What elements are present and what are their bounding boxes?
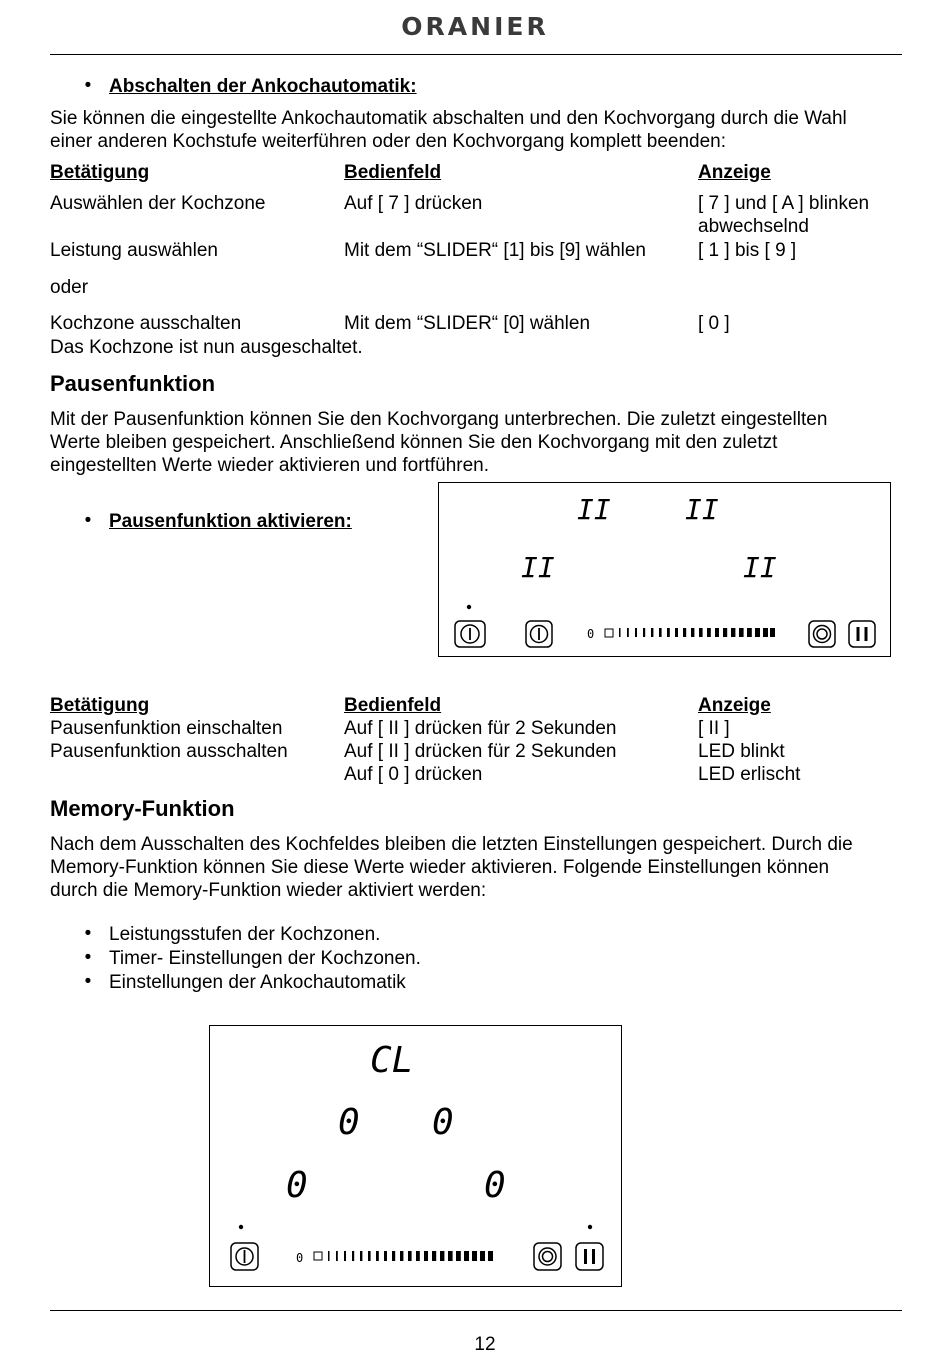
paragraph-line: Mit der Pausenfunktion können Sie den Kochvorgang unterbrechen. Die zuletzt eingestellten (50, 409, 828, 430)
bullet-icon: • (84, 510, 92, 531)
cooktop-control-panel-memory (209, 1025, 622, 1287)
brand-logo: ORANIER (401, 12, 549, 41)
pause-icon[interactable] (576, 1243, 603, 1270)
table-cell: Auf [ 7 ] drücken (344, 193, 483, 214)
table-header: Betätigung (50, 162, 150, 183)
display-mid-right: II (743, 551, 777, 584)
list-item: Timer- Einstellungen der Kochzonen. (109, 948, 421, 969)
led-indicator (467, 605, 471, 609)
power-icon[interactable] (231, 1243, 258, 1270)
table-cell: [ 0 ] (698, 313, 730, 334)
display-top: CL (370, 1040, 414, 1081)
table-cell: Auf [ II ] drücken für 2 Sekunden (344, 741, 617, 762)
paragraph-line: Das Kochzone ist nun ausgeschaltet. (50, 337, 363, 358)
display-mid-left: 0 (338, 1102, 360, 1143)
heading-memory: Memory-Funktion (50, 796, 235, 821)
table-header: Bedienfeld (344, 162, 442, 183)
zone-select-icon[interactable] (526, 621, 552, 647)
led-indicator (239, 1225, 243, 1229)
table-cell: LED erlischt (698, 764, 801, 785)
paragraph-line: einer anderen Kochstufe weiterführen oder den Kochvorgang komplett beenden: (50, 131, 727, 152)
table-header: Betätigung (50, 695, 150, 716)
slider-zero-label: 0 (296, 1251, 304, 1265)
list-item: Einstellungen der Ankochautomatik (109, 972, 406, 993)
panel-graphic (439, 483, 890, 656)
paragraph-line: eingestellten Werte wieder aktivieren und fortführen. (50, 455, 490, 476)
power-slider[interactable] (587, 627, 775, 641)
table-header: Bedienfeld (344, 695, 442, 716)
display-top-left: II (577, 493, 611, 526)
power-icon[interactable] (455, 621, 485, 647)
display-mid-left: II (521, 551, 555, 584)
heading-pausenfunktion: Pausenfunktion (50, 371, 216, 396)
table-cell: Mit dem “SLIDER“ [1] bis [9] wählen (344, 240, 646, 261)
display-low-right: 0 (484, 1165, 506, 1206)
paragraph-line: Werte bleiben gespeichert. Anschließend können Sie den Kochvorgang mit den zuletzt (50, 432, 778, 453)
footer-rule (50, 1310, 902, 1311)
pause-icon[interactable] (849, 621, 875, 647)
paragraph-line: Sie können die eingestellte Ankochautomatik abschalten und den Kochvorgang durch die Wahl (50, 108, 847, 129)
display-mid-right: 0 (432, 1102, 454, 1143)
table-cell: Auswählen der Kochzone (50, 193, 266, 214)
paragraph-line: Memory-Funktion können Sie diese Werte wieder aktivieren. Folgende Einstellungen können (50, 857, 830, 878)
table-cell: Pausenfunktion ausschalten (50, 741, 288, 762)
bullet-icon: • (84, 75, 92, 96)
table-cell: Leistung auswählen (50, 240, 218, 261)
table-cell: [ II ] (698, 718, 730, 739)
table-cell: LED blinkt (698, 741, 785, 762)
boost-icon[interactable] (809, 621, 835, 647)
table-header: Anzeige (698, 162, 771, 183)
table-cell: [ 7 ] und [ A ] blinken (698, 193, 870, 214)
table-cell: Kochzone ausschalten (50, 313, 242, 334)
display-low-left: 0 (286, 1165, 308, 1206)
table-cell: Pausenfunktion einschalten (50, 718, 283, 739)
bullet-icon: • (84, 947, 92, 968)
bullet-icon: • (84, 971, 92, 992)
bullet-title-pause: Pausenfunktion aktivieren: (109, 511, 352, 532)
table-cell: Mit dem “SLIDER“ [0] wählen (344, 313, 591, 334)
display-top-right: II (685, 493, 719, 526)
paragraph-line: durch die Memory-Funktion wieder aktiviert werden: (50, 880, 487, 901)
paragraph-line: Nach dem Ausschalten des Kochfeldes bleiben die letzten Einstellungen gespeichert. Durch die (50, 834, 853, 855)
led-indicator (588, 1225, 592, 1229)
table-cell: Auf [ II ] drücken für 2 Sekunden (344, 718, 617, 739)
panel-graphic (210, 1026, 621, 1286)
bullet-icon: • (84, 923, 92, 944)
list-item: Leistungsstufen der Kochzonen. (109, 924, 381, 945)
page-number: 12 (474, 1334, 496, 1355)
power-slider[interactable] (296, 1251, 493, 1265)
oder-text: oder (50, 277, 89, 298)
table-cell: [ 1 ] bis [ 9 ] (698, 240, 797, 261)
slider-zero-label: 0 (587, 627, 595, 641)
bullet-title-abschalten: Abschalten der Ankochautomatik: (109, 76, 417, 97)
table-cell: Auf [ 0 ] drücken (344, 764, 483, 785)
table-cell: abwechselnd (698, 216, 809, 237)
header-rule (50, 54, 902, 55)
boost-icon[interactable] (534, 1243, 561, 1270)
cooktop-control-panel-pause (438, 482, 891, 657)
table-header: Anzeige (698, 695, 771, 716)
